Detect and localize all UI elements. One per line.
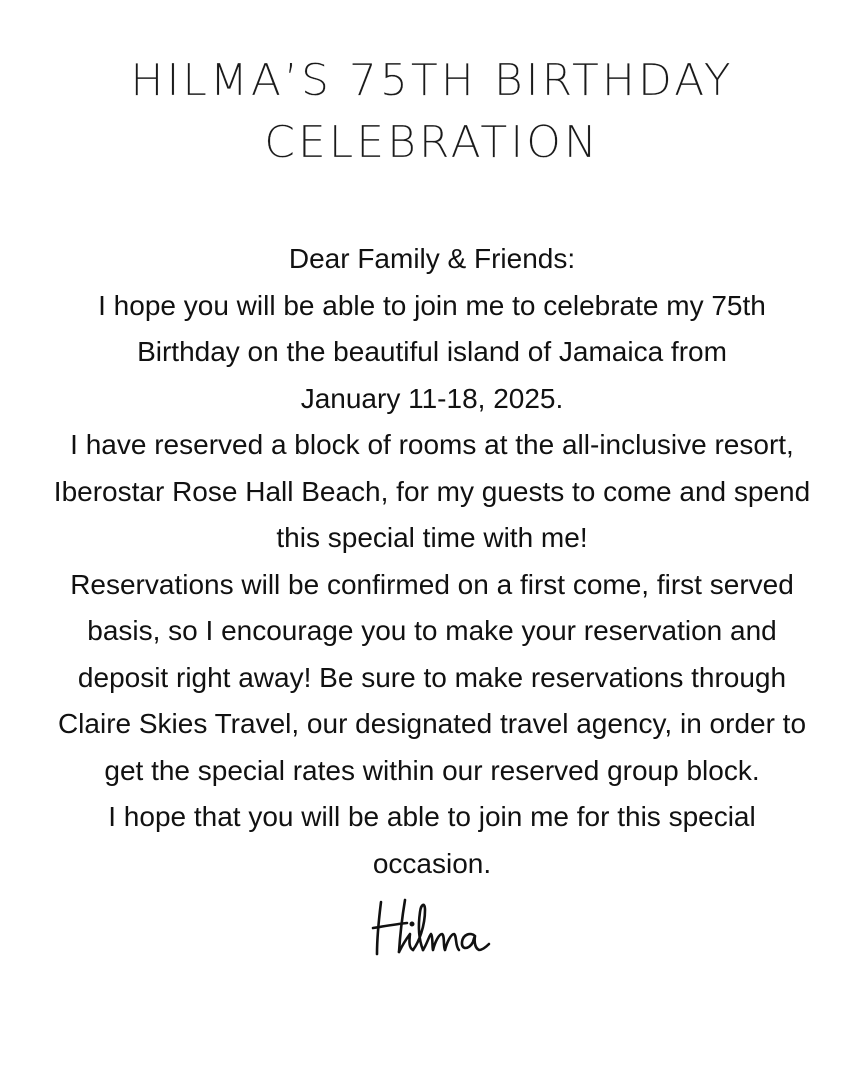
paragraph-4-line-2: occasion. xyxy=(372,847,492,879)
paragraph-1-line-3: January 11-18, 2025. xyxy=(300,382,564,414)
paragraph-3-line-4: Claire Skies Travel, our designated travel agency, in order to xyxy=(57,708,807,739)
title-line-2: CELEBRATION xyxy=(264,117,600,168)
paragraph-1-line-1: I hope you will be able to join me to celebrate my 75th xyxy=(98,289,766,321)
paragraph-3-line-5: get the special rates within our reserved group block. xyxy=(104,754,760,786)
page-title xyxy=(0,50,864,174)
letter-body xyxy=(20,236,844,887)
paragraph-2-line-1: I have reserved a block of rooms at the all-inclusive resort, xyxy=(70,429,794,460)
paragraph-3-line-3: deposit right away! Be sure to make reservations through xyxy=(77,661,787,693)
paragraph-1-line-2: Birthday on the beautiful island of Jamaica from xyxy=(137,336,727,367)
paragraph-3-line-2: basis, so I encourage you to make your reservation and xyxy=(87,615,777,646)
title-line-1: HILMA’S 75TH BIRTHDAY xyxy=(130,55,734,106)
paragraph-2-line-3: this special time with me! xyxy=(276,522,588,553)
paragraph-3-line-1: Reservations will be confirmed on a first come, first served xyxy=(70,568,794,600)
signature xyxy=(0,890,864,970)
salutation: Dear Family & Friends: xyxy=(288,243,576,274)
signature-handwriting xyxy=(367,890,497,970)
paragraph-2-line-2: Iberostar Rose Hall Beach, for my guests to come and spend xyxy=(53,475,811,507)
paragraph-4-line-1: I hope that you will be able to join me for this special xyxy=(108,801,756,832)
